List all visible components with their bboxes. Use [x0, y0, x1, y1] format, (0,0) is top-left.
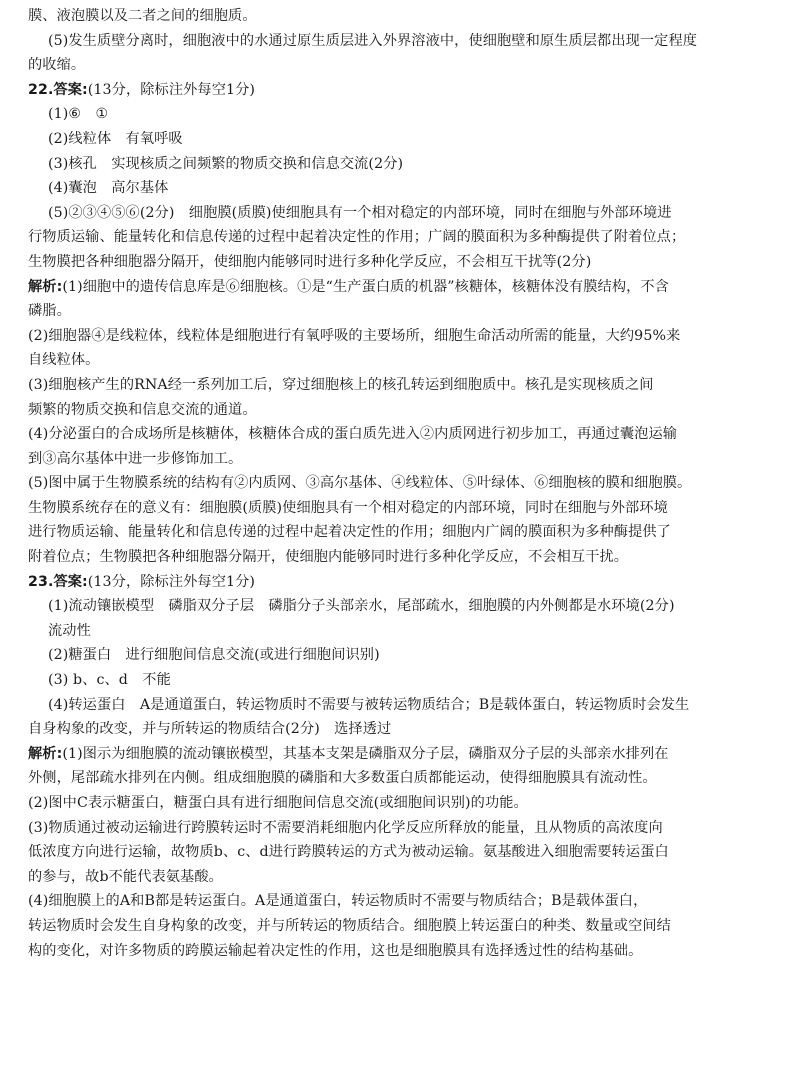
q23-explanation-3-line2: 低浓度方向进行运输，故物质b、c、d进行跨膜转运的方式为被动运输。氨基酸进入细胞需要转运蛋白 [28, 844, 669, 861]
q22-score-note: (13分，除标注外每空1分) [87, 81, 256, 98]
q22-explanation-3-line1: (3)细胞核产生的RNA经一系列加工后，穿过细胞核上的核孔转运到细胞质中。核孔是实现核质之间 [28, 376, 654, 393]
q21-point5-line1: (5)发生质壁分离时，细胞液中的水通过原生质层进入外界溶液中，使细胞壁和原生质层都出现一定程度 [48, 32, 698, 49]
q23-explanation-2: (2)图中C表示糖蛋白，糖蛋白具有进行细胞间信息交流(或细胞间识别)的功能。 [28, 795, 528, 811]
q22-answer-2: (2)线粒体 有氧呼吸 [48, 130, 183, 147]
q22-explanation-5-line4: 附着位点；生物膜把各种细胞器分隔开，使细胞内能够同时进行多种化学反应，不会相互干扰。 [28, 549, 629, 566]
q22-answer-5-line1: (5)②③④⑤⑥(2分) 细胞膜(质膜)使细胞具有一个相对稳定的内部环境，同时在细胞与外部环境进 [48, 204, 672, 221]
q22-explanation-label: 解析: [28, 278, 63, 295]
q22-explanation-5-line1: (5)图中属于生物膜系统的结构有②内质网、③高尔基体、④线粒体、⑤叶绿体、⑥细胞核的膜和细胞膜。 [28, 475, 692, 492]
q22-explanation-4-line2: 到③高尔基体中进一步修饰加工。 [28, 450, 243, 467]
q23-explanation-4-line2: 转运物质时会发生自身构象的改变，并与所转运的物质结合。细胞膜上转运蛋白的种类、数量或空间结 [28, 917, 671, 934]
q22-explanation-2-line2: 自线粒体。 [28, 352, 100, 369]
q21-continuation: 膜、液泡膜以及二者之间的细胞质。 [28, 8, 257, 24]
q22-answer-header [28, 78, 772, 103]
q21-point5-line2: 的收缩。 [28, 57, 86, 74]
q22-answer-5-line2: 行物质运输、能量转化和信息传递的过程中起着决定性的作用；广阔的膜面积为多种酶提供了附着位点； [28, 229, 686, 246]
q22-explanation-1-line1 [28, 275, 772, 300]
q23-explanation-3-line1: (3)物质通过被动运输进行跨膜转运时不需要消耗细胞内化学反应所释放的能量，且从物质的高浓度向 [28, 819, 663, 836]
q22-explanation-2-line1: (2)细胞器④是线粒体，线粒体是细胞进行有氧呼吸的主要场所，细胞生命活动所需的能量，大约95%来 [28, 327, 681, 344]
q23-explanation-4-line3: 构的变化，对许多物质的跨膜运输起着决定性的作用，这也是细胞膜具有选择透过性的结构基础。 [28, 942, 643, 959]
q23-answer-4-line1: (4)转运蛋白 A是通道蛋白，转运物质时不需要与被转运物质结合；B是载体蛋白，转运物质时会发生 [48, 696, 690, 713]
q23-answer-2: (2)糖蛋白 进行细胞间信息交流(或进行细胞间识别) [48, 647, 380, 664]
q23-answer-1-line2: 流动性 [48, 622, 91, 639]
q22-answer-1: (1)⑥ ① [48, 106, 109, 123]
q23-explanation-1-line2: 外侧，尾部疏水排列在内侧。组成细胞膜的磷脂和大多数蛋白质都能运动，使得细胞膜具有流动性。 [28, 770, 657, 787]
q22-explanation-1-text: (1)细胞中的遗传信息库是⑥细胞核。①是“生产蛋白质的机器”核糖体，核糖体没有膜结构，不含 [62, 278, 669, 295]
q22-answer-3: (3)核孔 实现核质之间频繁的物质交换和信息交流(2分) [48, 155, 404, 172]
q22-explanation-4-line1: (4)分泌蛋白的合成场所是核糖体，核糖体合成的蛋白质先进入②内质网进行初步加工，再通过囊泡运输 [28, 426, 678, 443]
q22-explanation-1-line2: 磷脂。 [28, 303, 71, 320]
q22-answer-5-line3: 生物膜把各种细胞器分隔开，使细胞内能够同时进行多种化学反应，不会相互干扰等(2分) [28, 253, 592, 270]
q23-explanation-3-line3: 的参与，故b不能代表氨基酸。 [28, 868, 223, 885]
q23-explanation-1-line1 [28, 742, 772, 767]
q22-answer-4: (4)囊泡 高尔基体 [48, 180, 169, 197]
q23-answer-header [28, 570, 772, 595]
q22-number: 22. [28, 81, 54, 98]
q23-explanation-4-line1: (4)细胞膜上的A和B都是转运蛋白。A是通道蛋白，转运物质时不需要与物质结合；B是载体蛋白， [28, 893, 648, 910]
q23-explanation-1-text: (1)图示为细胞膜的流动镶嵌模型，其基本支架是磷脂双分子层，磷脂双分子层的头部亲水排列在 [62, 745, 669, 762]
q23-score-note: (13分，除标注外每空1分) [87, 573, 256, 590]
q22-explanation-5-line2: 生物膜系统存在的意义有：细胞膜(质膜)使细胞具有一个相对稳定的内部环境，同时在细胞与外部环境 [28, 499, 668, 516]
q23-answer-1-line1: (1)流动镶嵌模型 磷脂双分子层 磷脂分子头部亲水，尾部疏水，细胞膜的内外侧都是水环境(2分) [48, 598, 675, 615]
q23-explanation-label: 解析: [28, 745, 63, 762]
q22-answer-label: 答案: [53, 81, 88, 98]
q23-answer-4-line2: 自身构象的改变，并与所转运的物质结合(2分) 选择透过 [28, 721, 392, 738]
q23-number: 23. [28, 573, 54, 590]
q22-explanation-3-line2: 频繁的物质交换和信息交流的通道。 [28, 401, 257, 418]
q23-answer-label: 答案: [53, 573, 88, 590]
q23-answer-3: (3) b、c、d 不能 [48, 672, 171, 689]
q22-explanation-5-line3: 进行物质运输、能量转化和信息传递的过程中起着决定性的作用；细胞内广阔的膜面积为多种酶提供了 [28, 524, 671, 541]
